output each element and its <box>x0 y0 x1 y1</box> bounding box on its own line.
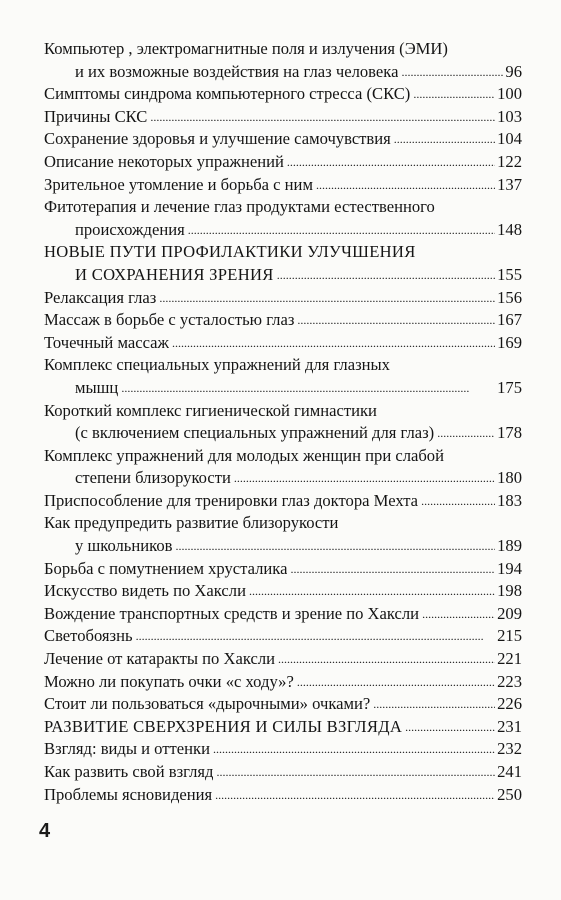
dot-leader <box>401 60 503 84</box>
toc-entry <box>44 535 522 558</box>
dot-leader <box>172 331 495 355</box>
toc-entry-title: Взгляд: виды и оттенки <box>44 739 210 759</box>
toc-entry <box>44 784 522 807</box>
toc-entry <box>44 716 522 739</box>
dot-leader <box>287 150 495 174</box>
dot-leader <box>215 783 495 807</box>
page-number: 4 <box>39 820 51 842</box>
dot-leader <box>249 579 495 603</box>
toc-entry <box>44 106 522 129</box>
toc-entry-title: Комплекс упражнений для молодых женщин при слабой <box>44 445 444 465</box>
dot-leader <box>277 263 495 287</box>
toc-entry-title: Искусство видеть по Хаксли <box>44 581 246 601</box>
toc-entry-page: 180 <box>497 468 522 488</box>
toc-entry-page: 221 <box>497 649 522 669</box>
toc-entry-page: 167 <box>497 310 522 330</box>
toc-entry-title: Точечный массаж <box>44 332 169 352</box>
toc-entry-title: Описание некоторых упражнений <box>44 151 284 171</box>
dot-leader <box>216 760 495 784</box>
toc-entry <box>44 512 522 535</box>
toc-entry <box>44 309 522 332</box>
toc-entry <box>44 128 522 151</box>
toc-entry-page: 122 <box>497 151 522 171</box>
dot-leader <box>136 624 496 648</box>
toc-entry-page: 223 <box>497 671 522 691</box>
toc-entry-page: 231 <box>497 716 522 736</box>
toc-entry <box>44 196 522 219</box>
toc-entry-page: 155 <box>497 264 522 284</box>
toc-entry-page: 169 <box>497 332 522 352</box>
toc-entry-title: Проблемы ясновидения <box>44 784 213 804</box>
toc-entry <box>44 693 522 716</box>
toc-entry-title: Лечение от катаракты по Хаксли <box>44 649 276 669</box>
toc-entry-title: Причины СКС <box>44 106 148 126</box>
dot-leader <box>421 489 495 513</box>
toc-entry-page: 215 <box>497 626 522 646</box>
toc-entry-title: Борьба с помутнением хрусталика <box>44 558 288 578</box>
dot-leader <box>121 376 495 400</box>
toc-entry-title: Зрительное утомление и борьба с ним <box>44 174 313 194</box>
toc-entry <box>44 490 522 513</box>
toc-entry-page: 100 <box>497 84 522 104</box>
toc-entry-page: 96 <box>505 61 522 81</box>
toc-entry-page: 209 <box>497 603 522 623</box>
toc-entry-title: (с включением специальных упражнений для глаз) <box>75 423 435 443</box>
dot-leader <box>405 715 495 739</box>
dot-leader <box>278 647 495 671</box>
toc-entry-title: И СОХРАНЕНИЯ ЗРЕНИЯ <box>75 264 274 284</box>
toc-entry <box>44 241 522 264</box>
dot-leader <box>188 218 495 242</box>
toc-entry-page: 198 <box>497 581 522 601</box>
toc-entry <box>44 422 522 445</box>
toc-entry-page: 178 <box>497 423 522 443</box>
toc-entry <box>44 400 522 423</box>
toc-entry-page: 137 <box>497 174 522 194</box>
toc-entry <box>44 219 522 242</box>
toc-entry <box>44 580 522 603</box>
dot-leader <box>175 534 495 558</box>
toc-entry-page: 104 <box>497 129 522 149</box>
toc-entry <box>44 377 522 400</box>
toc-entry <box>44 38 522 61</box>
toc-entry-title: Релаксация глаз <box>44 287 157 307</box>
dot-leader <box>422 602 495 626</box>
toc-entry-page: 183 <box>497 490 522 510</box>
toc-entry <box>44 648 522 671</box>
toc-entry-title: Приспособление для тренировки глаз доктора Мехта <box>44 490 419 510</box>
toc-entry-page: 148 <box>497 219 522 239</box>
toc-entry-title: происхождения <box>75 219 185 239</box>
toc-entry-page: 250 <box>497 784 522 804</box>
table-of-contents <box>44 38 522 806</box>
toc-entry-page: 232 <box>497 739 522 759</box>
toc-entry-page: 194 <box>497 558 522 578</box>
dot-leader <box>234 466 495 490</box>
toc-entry <box>44 61 522 84</box>
toc-entry-title: Можно ли покупать очки «с ходу»? <box>44 671 294 691</box>
dot-leader <box>297 670 495 694</box>
toc-entry-title: Массаж в борьбе с усталостью глаз <box>44 310 295 330</box>
toc-entry-title: Светобоязнь <box>44 626 133 646</box>
toc-entry <box>44 332 522 355</box>
toc-entry-title: Симптомы синдрома компьютерного стресса (СКС) <box>44 84 411 104</box>
toc-entry-title: Компьютер , электромагнитные поля и излучения (ЭМИ) <box>44 39 448 58</box>
toc-entry-title: Как развить свой взгляд <box>44 762 214 781</box>
toc-entry <box>44 603 522 626</box>
toc-entry <box>44 625 522 648</box>
toc-entry <box>44 354 522 377</box>
dot-leader <box>297 308 495 332</box>
dot-leader <box>373 692 495 716</box>
toc-entry <box>44 445 522 468</box>
toc-entry-title: Стоит ли пользоваться «дырочными» очками? <box>44 694 371 714</box>
toc-entry <box>44 467 522 490</box>
dot-leader <box>213 737 495 761</box>
toc-entry-title: Фитотерапия и лечение глаз продуктами естественного <box>44 197 435 217</box>
toc-entry <box>44 151 522 174</box>
toc-entry <box>44 671 522 694</box>
toc-entry-title: НОВЫЕ ПУТИ ПРОФИЛАКТИКИ УЛУЧШЕНИЯ <box>44 242 416 262</box>
toc-entry-page: 189 <box>497 536 522 556</box>
toc-entry <box>44 174 522 197</box>
toc-entry-title: Комплекс специальных упражнений для глазных <box>44 355 390 375</box>
toc-entry-page: 175 <box>497 377 522 397</box>
dot-leader <box>316 173 495 197</box>
toc-entry-title: Вождение транспортных средств и зрение по Хаксли <box>44 603 420 623</box>
toc-entry-page: 156 <box>497 287 522 307</box>
dot-leader <box>413 82 495 106</box>
toc-entry-page: 226 <box>497 694 522 714</box>
toc-entry-title: РАЗВИТИЕ СВЕРХЗРЕНИЯ И СИЛЫ ВЗГЛЯДА <box>44 716 403 736</box>
dot-leader <box>394 127 495 151</box>
toc-entry <box>44 738 522 761</box>
toc-entry <box>44 761 522 784</box>
toc-entry-title: Короткий комплекс гигиенической гимнастики <box>44 400 377 420</box>
toc-entry-page: 241 <box>497 762 522 781</box>
dot-leader <box>159 286 495 310</box>
toc-entry-title: степени близорукости <box>75 468 231 488</box>
toc-entry-title: мышц <box>75 377 119 397</box>
toc-entry-title: у школьников <box>75 536 173 556</box>
toc-entry <box>44 264 522 287</box>
toc-entry <box>44 83 522 106</box>
dot-leader <box>290 557 495 581</box>
toc-entry <box>44 558 522 581</box>
dot-leader <box>437 421 495 445</box>
toc-entry-page: 103 <box>497 106 522 126</box>
dot-leader <box>150 105 495 129</box>
toc-entry-title: и их возможные воздействия на глаз человека <box>75 61 399 81</box>
toc-entry-title: Сохранение здоровья и улучшение самочувствия <box>44 129 391 149</box>
toc-entry-title: Как предупредить развитие близорукости <box>44 513 339 533</box>
toc-entry <box>44 287 522 310</box>
